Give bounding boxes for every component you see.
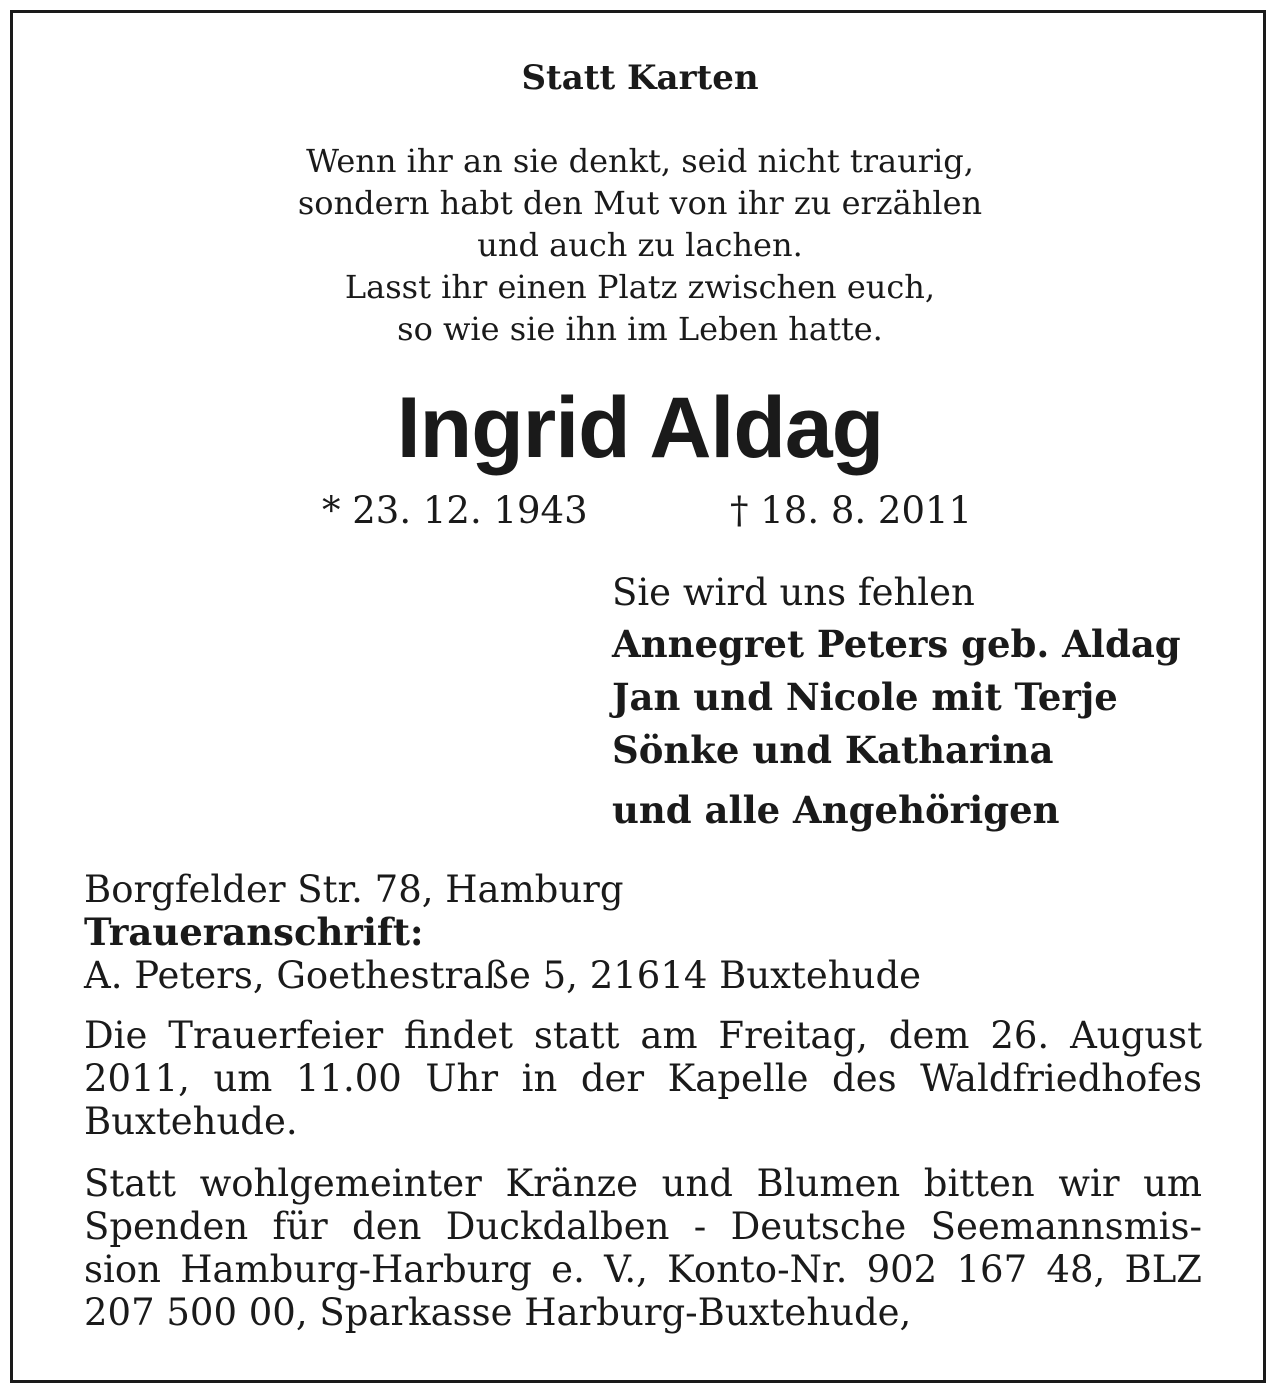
notice-header: Statt Karten <box>521 58 759 98</box>
poem <box>0 140 1280 350</box>
mourners-others: und alle Angehörigen <box>612 788 1060 832</box>
mourners-lead: Sie wird uns fehlen <box>612 571 975 614</box>
poem-line: Lasst ihr einen Platz zwischen euch, <box>344 268 936 306</box>
mourning-address: A. Peters, Goethestraße 5, 21614 Buxtehude <box>84 954 922 997</box>
death-date: † 18. 8. 2011 <box>730 489 973 532</box>
donation-line: sion Hamburg-Harburg e. V., Konto-Nr. 902 167 48, BLZ <box>84 1248 1202 1291</box>
mourner-name: Annegret Peters geb. Aldag <box>612 622 1181 666</box>
deceased-name: Ingrid Aldag <box>396 380 884 476</box>
poem-line: so wie sie ihn im Leben hatte. <box>397 310 883 348</box>
service-info <box>84 1014 1202 1143</box>
donation-line: Statt wohlgemeinter Kränze und Blumen bitten wir um <box>84 1162 1202 1205</box>
donation-line: Spenden für den Duckdalben - Deutsche Seemannsmis- <box>84 1205 1202 1248</box>
poem-line: und auch zu lachen. <box>477 226 803 264</box>
poem-line: sondern habt den Mut von ihr zu erzählen <box>297 184 983 222</box>
mourning-address-label: Traueranschrift: <box>84 910 424 954</box>
mourners-block <box>612 568 1181 835</box>
residence-address: Borgfelder Str. 78, Hamburg <box>84 868 624 911</box>
birth-date: * 23. 12. 1943 <box>322 489 588 532</box>
service-line: Die Trauerfeier findet statt am Freitag, dem 26. August <box>84 1014 1202 1057</box>
service-line: Buxtehude. <box>84 1100 298 1143</box>
mourner-name: Sönke und Katharina <box>612 728 1054 772</box>
service-line: 2011, um 11.00 Uhr in der Kapelle des Waldfriedhofes <box>84 1057 1202 1100</box>
donation-line: 207 500 00, Sparkasse Harburg-Buxtehude, <box>84 1291 912 1334</box>
mourner-name: Jan und Nicole mit Terje <box>612 675 1118 719</box>
donation-info <box>84 1162 1202 1334</box>
poem-line: Wenn ihr an sie denkt, seid nicht traurig, <box>306 142 974 180</box>
address-block <box>84 868 921 997</box>
